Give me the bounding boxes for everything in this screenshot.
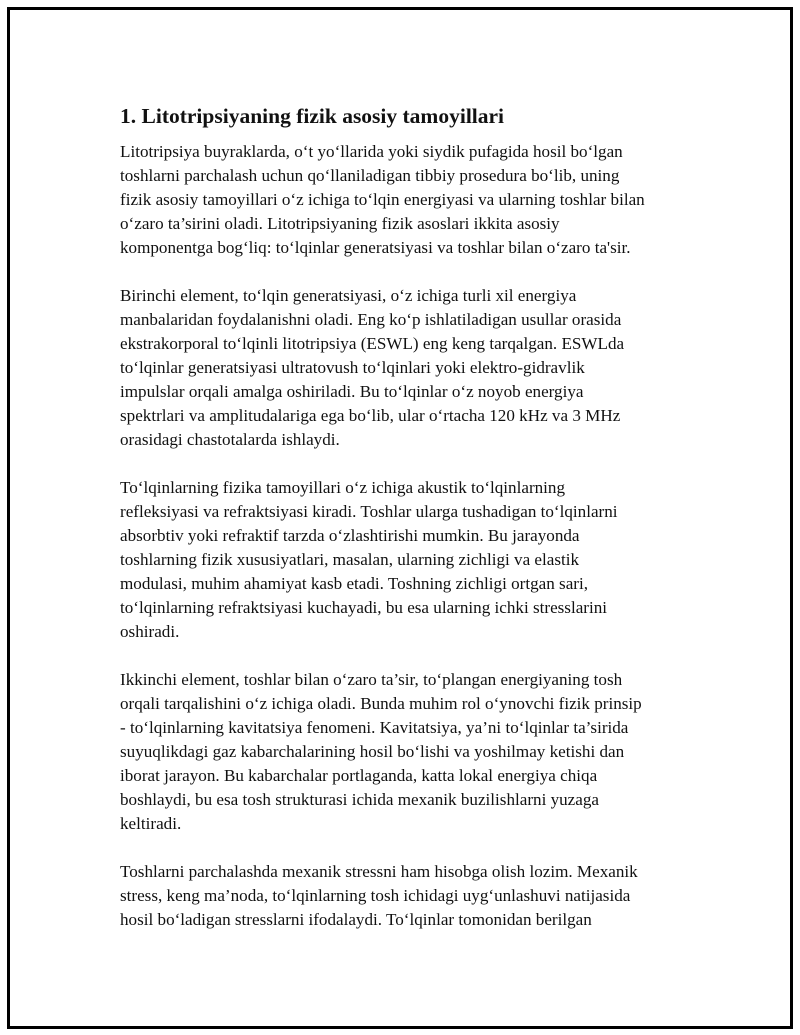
text-line: komponentga bog‘liq: to‘lqinlar generatsiyasi va toshlar bilan o‘zaro ta'sir. [120,238,631,257]
text-line: spektrlari va amplitudalariga ega bo‘lib, ular o‘rtacha 120 kHz va 3 MHz [120,406,621,425]
text-line: stress, keng ma’noda, to‘lqinlarning tosh ichidagi uyg‘unlashuvi natijasida [120,886,631,905]
text-line: to‘lqinlarning refraktsiyasi kuchayadi, bu esa ularning ichki stresslarini [120,598,608,617]
text-line: impulslar orqali amalga oshiriladi. Bu to‘lqinlar o‘z noyob energiya [120,382,584,401]
text-line: refleksiyasi va refraktsiyasi kiradi. Toshlar ularga tushadigan to‘lqinlarni [120,502,618,521]
text-line: boshlaydi, bu esa tosh strukturasi ichida mexanik buzilishlarni yuzaga [120,790,599,809]
document-body [120,102,705,956]
paragraph-4 [120,668,705,836]
text-line: Litotripsiya buyraklarda, o‘t yo‘llarida yoki siydik pufagida hosil bo‘lgan [120,142,623,161]
text-line: toshlarning fizik xususiyatlari, masalan, ularning zichligi va elastik [120,550,580,569]
text-line: Toshlarni parchalashda mexanik stressni ham hisobga olish lozim. Mexanik [120,862,638,881]
text-line: o‘zaro ta’sirini oladi. Litotripsiyaning fizik asoslari ikkita asosiy [120,214,560,233]
text-line: ekstrakorporal to‘lqinli litotripsiya (ESWL) eng keng tarqalgan. ESWLda [120,334,625,353]
text-line: hosil bo‘ladigan stresslarni ifodalaydi. To‘lqinlar tomonidan berilgan [120,910,592,929]
text-line: oshiradi. [120,622,180,641]
text-line: to‘lqinlar generatsiyasi ultratovush to‘lqinlari yoki elektro-gidravlik [120,358,585,377]
page-frame [7,7,793,1029]
text-line: keltiradi. [120,814,182,833]
section-heading: 1. Litotripsiyaning fizik asosiy tamoyillari [120,104,505,128]
text-line: orqali tarqalishini o‘z ichiga oladi. Bunda muhim rol o‘ynovchi fizik prinsip [120,694,642,713]
text-line: Ikkinchi element, toshlar bilan o‘zaro ta’sir, to‘plangan energiyaning tosh [120,670,623,689]
paragraph-1 [120,140,705,260]
text-line: manbalaridan foydalanishni oladi. Eng ko‘p ishlatiladigan usullar orasida [120,310,622,329]
text-line: toshlarni parchalash uchun qo‘llaniladigan tibbiy prosedura bo‘lib, uning [120,166,620,185]
text-line: fizik asosiy tamoyillari o‘z ichiga to‘lqin energiyasi va ularning toshlar bilan [120,190,645,209]
text-line: suyuqlikdagi gaz kabarchalarining hosil bo‘lishi va yoshilmay ketishi dan [120,742,625,761]
text-line: iborat jarayon. Bu kabarchalar portlaganda, katta lokal energiya chiqa [120,766,598,785]
text-line: modulasi, muhim ahamiyat kasb etadi. Toshning zichligi ortgan sari, [120,574,589,593]
text-line: absorbtiv yoki refraktif tarzda o‘zlashtirishi mumkin. Bu jarayonda [120,526,580,545]
paragraph-2 [120,284,705,452]
text-line: orasidagi chastotalarda ishlaydi. [120,430,340,449]
text-line: Birinchi element, to‘lqin generatsiyasi, o‘z ichiga turli xil energiya [120,286,577,305]
text-line: To‘lqinlarning fizika tamoyillari o‘z ichiga akustik to‘lqinlarning [120,478,566,497]
paragraph-5 [120,860,705,932]
text-line: - to‘lqinlarning kavitatsiya fenomeni. Kavitatsiya, ya’ni to‘lqinlar ta’sirida [120,718,629,737]
paragraph-3 [120,476,705,644]
